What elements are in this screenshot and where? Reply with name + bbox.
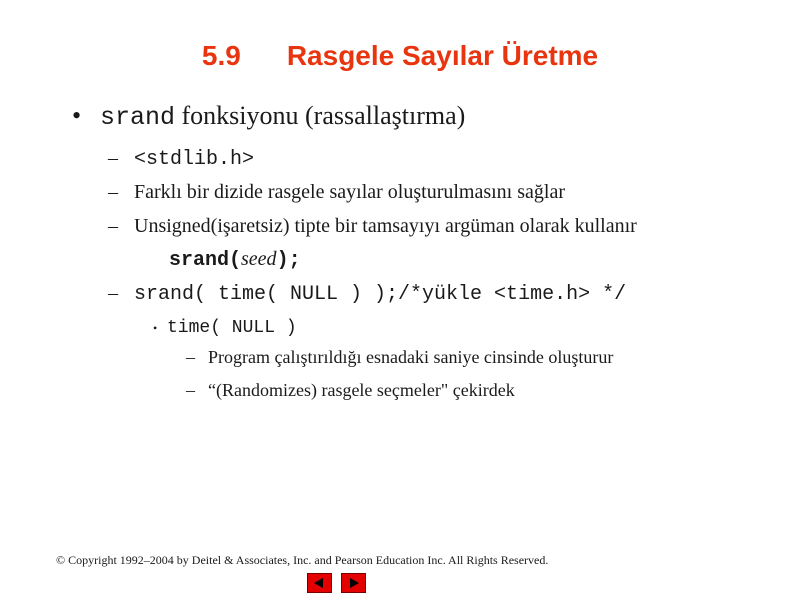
detail-bullet-seconds — [186, 347, 613, 368]
sub-bullet-time-call — [108, 282, 626, 306]
bullet-srand-text: fonksiyonu (rassallaştırma) — [175, 101, 466, 130]
next-slide-button[interactable] — [341, 573, 366, 593]
description-text: Farklı bir dizide rasgele sayılar oluşturulmasını sağlar — [134, 181, 565, 203]
time-null-code: time( NULL ) — [167, 318, 297, 338]
slide-title-text: Rasgele Sayılar Üretme — [286, 40, 599, 71]
syntax-param: seed — [241, 248, 277, 270]
sub-bullet-header-file — [108, 147, 254, 171]
copyright-footer: © Copyright 1992–2004 by Deitel & Associates, Inc. and Pearson Education Inc. All Rights Reserved. — [56, 553, 549, 567]
sub-sub-bullet-time — [153, 316, 297, 338]
sub-bullet-description — [108, 181, 565, 204]
time-call-code: srand( time( NULL ) );/*yükle <time.h> */ — [134, 283, 627, 306]
slide-number: 5.9 — [201, 40, 241, 71]
syntax-open: srand( — [169, 249, 242, 272]
bullet-marker: • — [153, 321, 158, 335]
sub-bullet-argument — [108, 215, 637, 238]
previous-slide-button[interactable] — [307, 573, 332, 593]
detail-randomizes-text: “(Randomizes) rasgele seçmeler" çekirdek — [208, 380, 515, 400]
triangle-right-icon — [350, 578, 359, 588]
stdlib-code: <stdlib.h> — [134, 148, 255, 171]
bullet-marker: • — [72, 101, 82, 130]
dash-marker: – — [108, 147, 118, 169]
detail-seconds-text: Program çalıştırıldığı esnadaki saniye cinsinde oluşturur — [208, 347, 614, 367]
triangle-left-icon — [314, 578, 323, 588]
srand-syntax — [169, 248, 301, 272]
dash-marker: – — [108, 181, 118, 203]
bullet-srand — [72, 101, 465, 132]
dash-marker: – — [186, 380, 195, 400]
syntax-close: ); — [276, 249, 301, 272]
detail-bullet-randomizes — [186, 380, 515, 401]
slide-title — [0, 40, 800, 72]
dash-marker: – — [186, 347, 195, 367]
argument-text: Unsigned(işaretsiz) tipte bir tamsayıyı argüman olarak kullanır — [134, 215, 637, 237]
srand-code: srand — [100, 103, 176, 132]
dash-marker: – — [108, 282, 118, 304]
dash-marker: – — [108, 215, 118, 237]
